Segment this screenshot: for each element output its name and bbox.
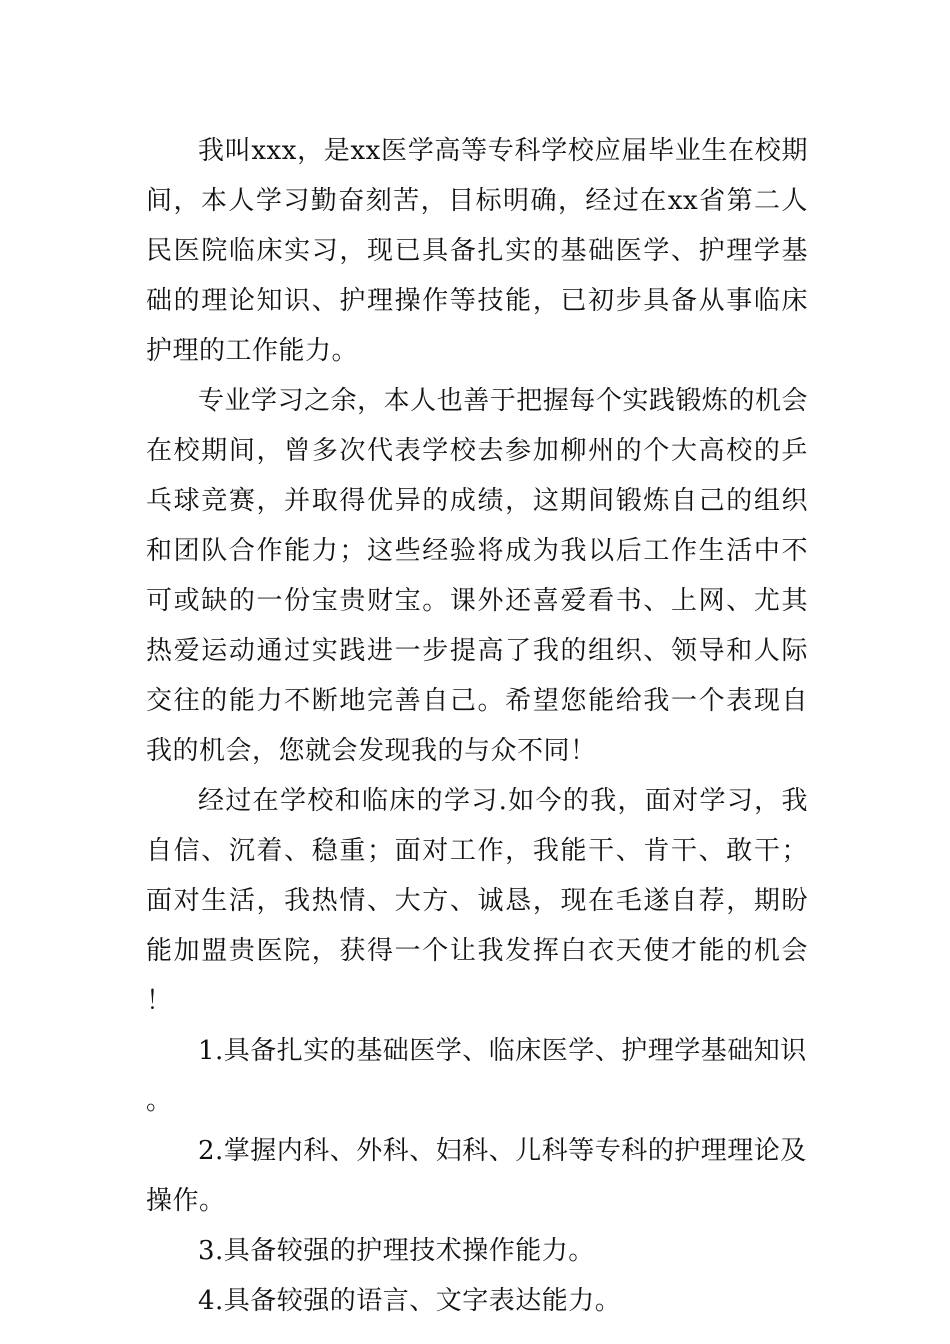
list-item-nursing-skills: 3.具备较强的护理技术操作能力。 [198,1236,595,1266]
paragraph-extracurricular: 专业学习之余，本人也善于把握每个实践锻炼的机会在校期间，曾多次代表学校去参加柳州的个大高校的乒乓球竞赛，并取得优异的成绩，这期间锻炼自己的组织和团队合作能力；这些经验将成为我以后工作生活中不可或缺的一份宝贵财宝。课外还喜爱看书、上网、尤其热爱运动通过实践进一步提高了我的组织、领导和人际交往的能力不断地完善自己。希望您能给我一个表现自我的机会，您就会发现我的与众不同！ [146,386,808,766]
paragraph-self-recommendation: 经过在学校和临床的学习.如今的我，面对学习，我自信、沉着、稳重；面对工作，我能干、肯干、敢干；面对生活，我热情、大方、诚恳，现在毛遂自荐，期盼能加盟贵医院，获得一个让我发挥白衣天使才能的机会！ [146,786,808,1016]
document-body [146,126,808,1326]
list-item-medical-knowledge: 1.具备扎实的基础医学、临床医学、护理学基础知识。 [146,1036,807,1116]
list-item-nursing-theory: 2.掌握内科、外科、妇科、儿科等专科的护理理论及操作。 [146,1136,807,1216]
list-item-communication: 4.具备较强的语言、文字表达能力。 [198,1286,622,1316]
paragraph-introduction: 我叫xxx，是xx医学高等专科学校应届毕业生在校期间，本人学习勤奋刻苦，目标明确，经过在xx省第二人民医院临床实习，现已具备扎实的基础医学、护理学基础的理论知识、护理操作等技能，已初步具备从事临床护理的工作能力。 [146,136,808,366]
